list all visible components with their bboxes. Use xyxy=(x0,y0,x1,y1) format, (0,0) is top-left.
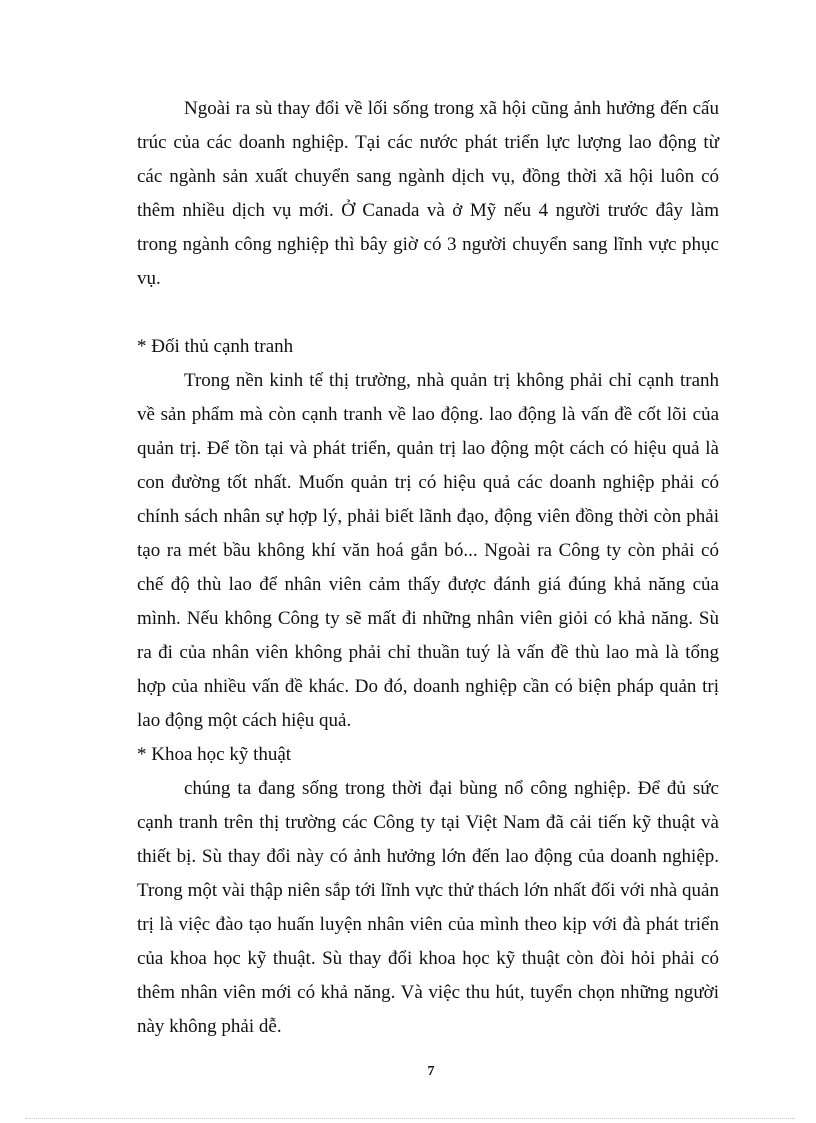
paragraph-competition: Trong nền kinh tế thị trường, nhà quản trị không phải chỉ cạnh tranh về sản phẩm mà còn cạnh tranh về lao động. lao động là vấn đề cốt lõi của quản trị. Để tồn tại và phát triển, quản trị lao động một cách có hiệu quả là con đường tốt nhất. Muốn quản trị có hiệu quả các doanh nghiệp phải có chính sách nhân sự hợp lý, phải biết lãnh đạo, động viên đồng thời còn phải tạo ra mét bầu không khí văn hoá gắn bó... Ngoài ra Công ty còn phải có chế độ thù lao để nhân viên cảm thấy được đánh giá đúng khả năng của mình. Nếu không Công ty sẽ mất đi những nhân viên giỏi có khả năng. Sù ra đi của nhân viên không phải chỉ thuần tuý là vấn đề thù lao mà là tổng hợp của nhiều vấn đề khác. Do đó, doanh nghiệp cần có biện pháp quản trị lao động một cách hiệu quả. xyxy=(137,370,719,731)
section-heading-technology: * Khoa học kỹ thuật xyxy=(137,744,292,765)
page-number: 7 xyxy=(427,1064,435,1079)
paragraph-technology: chúng ta đang sống trong thời đại bùng nổ công nghiệp. Để đủ sức cạnh tranh trên thị trường các Công ty tại Việt Nam đã cải tiến kỹ thuật và thiết bị. Sù thay đổi này có ảnh hưởng lớn đến lao động của doanh nghiệp. Trong một vài thập niên sắp tới lĩnh vực thử thách lớn nhất đối với nhà quản trị là việc đào tạo huấn luyện nhân viên của mình theo kịp với đà phát triển của khoa học kỹ thuật. Sù thay đổi khoa học kỹ thuật còn đòi hỏi phải có thêm nhân viên mới có khả năng. Và việc thu hút, tuyển chọn những người này không phải dễ. xyxy=(137,778,719,1037)
section-heading-competitors: * Đối thủ cạnh tranh xyxy=(137,336,294,357)
paragraph-lifestyle: Ngoài ra sù thay đổi về lối sống trong xã hội cũng ảnh hưởng đến cấu trúc của các doanh nghiệp. Tại các nước phát triển lực lượng lao động từ các ngành sản xuất chuyển sang ngành dịch vụ, đồng thời xã hội luôn có thêm nhiều dịch vụ mới. Ở Canada và ở Mỹ nếu 4 người trước đây làm trong ngành công nghiệp thì bây giờ có 3 người chuyển sang lĩnh vực phục vụ. xyxy=(137,98,719,289)
paragraph-gap xyxy=(137,296,719,330)
footer-divider xyxy=(25,1118,795,1119)
document-body xyxy=(137,92,719,1044)
